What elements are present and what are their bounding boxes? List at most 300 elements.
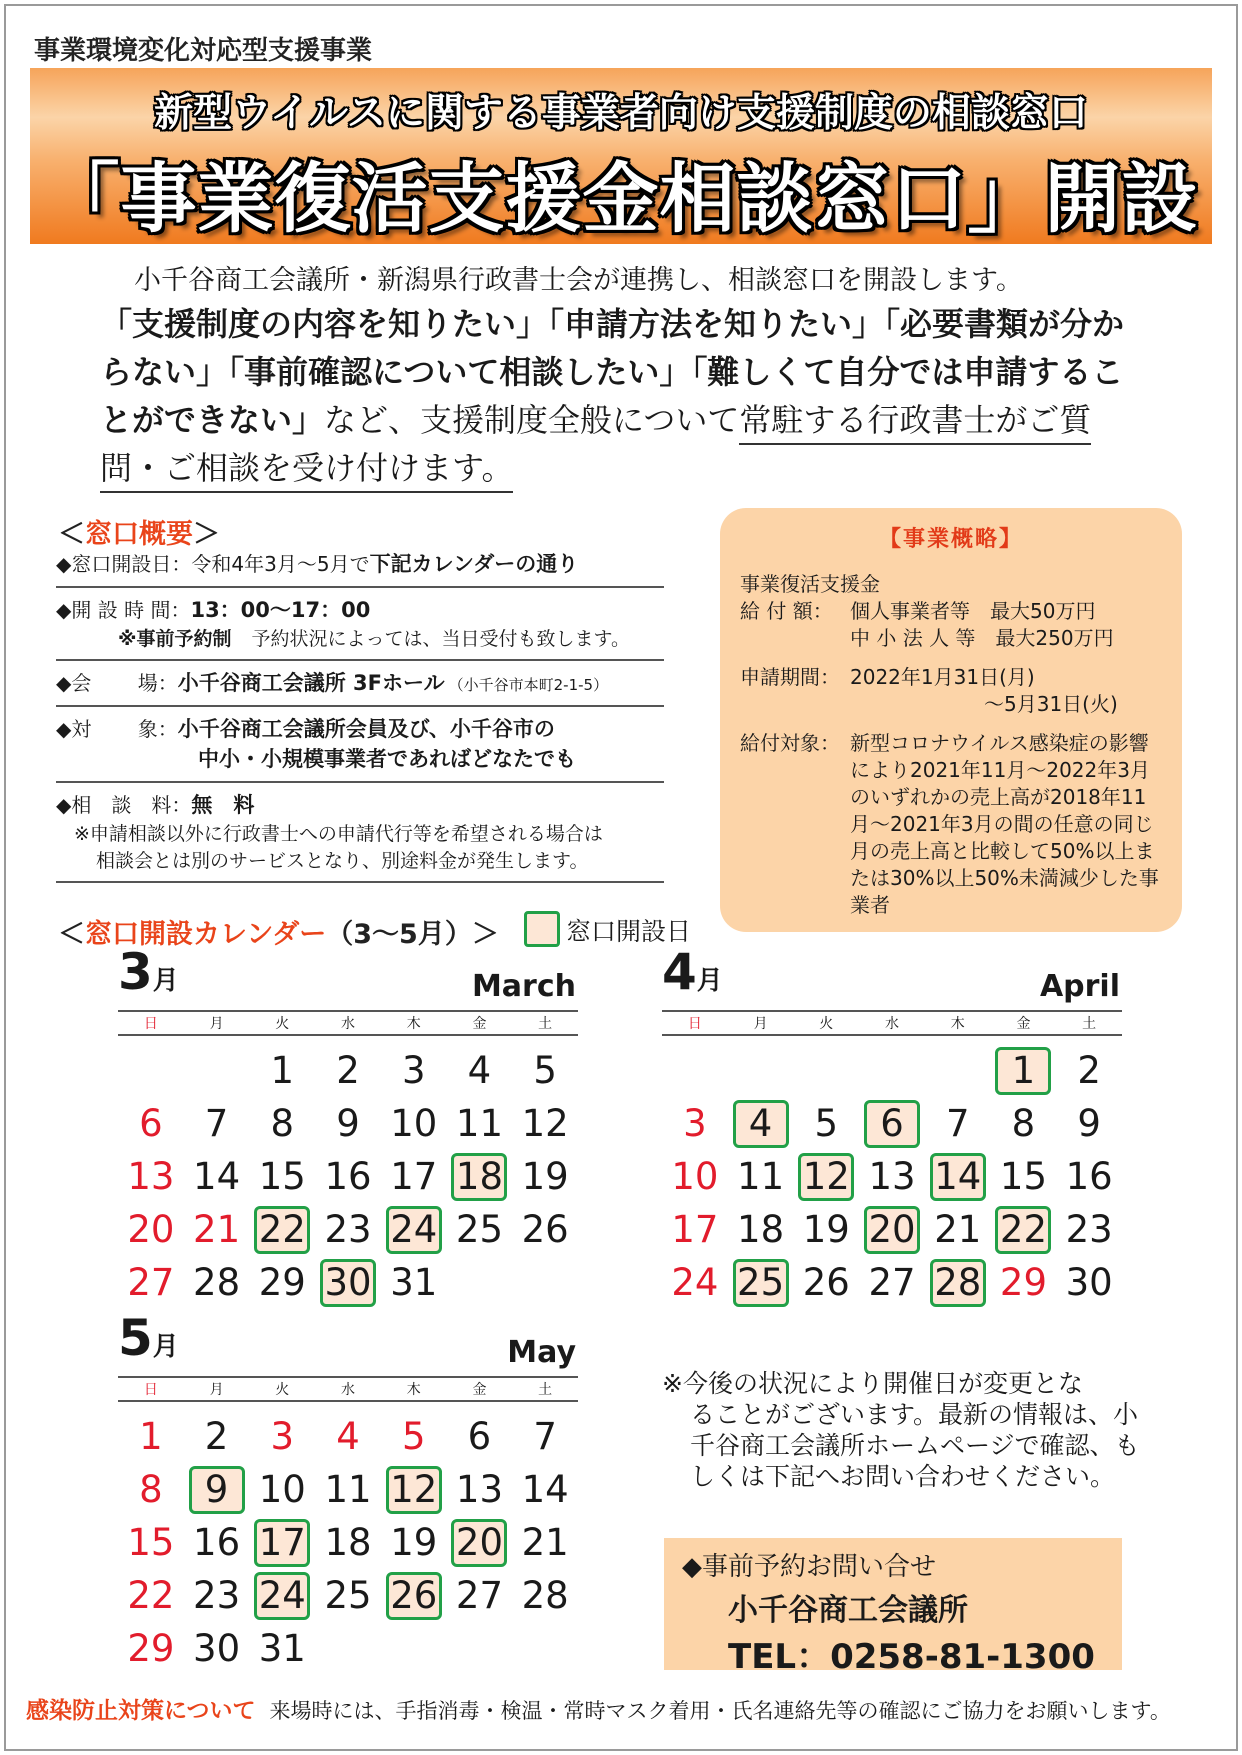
- weekday-label: 日: [143, 1382, 158, 1398]
- calendar-cell: [728, 1203, 794, 1256]
- calendar-day: 11: [324, 1468, 372, 1511]
- calendar-cell: [315, 1044, 381, 1097]
- calendar-cell: [118, 1203, 184, 1256]
- calendar-day: 27: [127, 1261, 175, 1304]
- calendar-day: 27: [868, 1261, 916, 1304]
- calendar-day: 29: [999, 1261, 1047, 1304]
- calendar-day: 17: [671, 1208, 719, 1251]
- calendar-cell: [184, 1150, 250, 1203]
- calendar-cell: [662, 1256, 728, 1309]
- overview-value-bold: 無 料: [191, 793, 255, 817]
- calendar-cell: [184, 1203, 250, 1256]
- calendar-cell: [1056, 1150, 1122, 1203]
- calendar-cell: [512, 1044, 578, 1097]
- calendar-cell: [447, 1150, 513, 1203]
- calendar-week: [662, 1256, 1122, 1309]
- calendar-day: 7: [945, 1102, 970, 1145]
- calendar-day: 1: [139, 1415, 163, 1458]
- calendar-cell: [991, 1044, 1057, 1097]
- overview-note: ※申請相談以外に行政書士への申請代行等を希望される場合は: [74, 823, 603, 845]
- overview-list: [56, 542, 664, 883]
- calendar-cell: [249, 1622, 315, 1675]
- calendar-cell: [249, 1569, 315, 1622]
- weekday-label: 金: [472, 1016, 487, 1032]
- weekday-label: 木: [406, 1382, 421, 1398]
- calendar-cell: [118, 1463, 184, 1516]
- calendar-cell: [662, 1150, 728, 1203]
- calendar-week: [662, 1203, 1122, 1256]
- weekday-label: 水: [341, 1016, 356, 1032]
- notice-text: [662, 1368, 1142, 1492]
- calendar-month-number: [118, 1309, 179, 1372]
- overview-title-close: ＞: [193, 519, 220, 550]
- summary-value: 新型コロナウイルス感染症の影響により2021年11月～2022年3月のいずれかの売上高が2018年11月～2021年3月の間の任意の同じ月の売上高と比較して50%以上または30%以上50%未満減少した事業者: [850, 731, 1159, 917]
- overview-row-dates: [56, 542, 664, 588]
- calendar-day: 26: [802, 1261, 850, 1304]
- calendar-cell: [184, 1044, 250, 1097]
- request-middle: など、支援制度全般について: [324, 401, 740, 439]
- calendar-cell: [512, 1150, 578, 1203]
- overview-label: ◆相 談 料：: [56, 793, 192, 817]
- calendar-cell: [381, 1256, 447, 1309]
- calendar-cell: [793, 1256, 859, 1309]
- calendar-cell: [793, 1203, 859, 1256]
- overview-label: ◆会 場：: [56, 671, 178, 695]
- notice-line-1: ※今後の状況により開催日が変更とな: [662, 1369, 1083, 1398]
- calendar-cell: [793, 1097, 859, 1150]
- weekday-label: 土: [1082, 1016, 1097, 1032]
- weekday-label: 月: [753, 1016, 768, 1032]
- calendar-day: 27: [455, 1574, 503, 1617]
- overview-note: 予約状況によっては、当日受付も致します。: [251, 628, 631, 650]
- calendar-cell: [991, 1203, 1057, 1256]
- calendar-cell: [859, 1256, 925, 1309]
- calendar-day-open: 20: [451, 1519, 507, 1567]
- calendar-day: 2: [336, 1049, 360, 1092]
- calendar-cell: [381, 1622, 447, 1675]
- overview-title-text: 窓口概要: [85, 519, 193, 550]
- calendar-cell: [184, 1516, 250, 1569]
- calendar-cell: [1056, 1044, 1122, 1097]
- calendar-week: [662, 1150, 1122, 1203]
- calendar-cell: [249, 1097, 315, 1150]
- month-english: April: [1039, 969, 1120, 1004]
- calendar-day: 13: [868, 1155, 916, 1198]
- weekday-label: 火: [275, 1016, 290, 1032]
- calendar-cell: [447, 1256, 513, 1309]
- calendar-cell: [793, 1044, 859, 1097]
- calendar-day: 12: [521, 1102, 569, 1145]
- summary-value: 個人事業者等 最大50万円: [850, 599, 1096, 623]
- banner-title: 「事業復活支援金相談窓口」開設: [43, 154, 1199, 243]
- month-english: May: [507, 1335, 576, 1370]
- calendar-day: 30: [1065, 1261, 1113, 1304]
- footer-title: 感染防止対策について: [26, 1698, 256, 1724]
- calendar-cell: [859, 1150, 925, 1203]
- calendar-cell: [118, 1410, 184, 1463]
- calendar-cell: [447, 1203, 513, 1256]
- calendar-day: 11: [455, 1102, 503, 1145]
- footer-text: 来場時には、手指消毒・検温・常時マスク着用・氏名連絡先等の確認にご協力をお願いします。: [269, 1699, 1171, 1723]
- calendar-cell: [184, 1410, 250, 1463]
- contact-label: ◆事前予約お問い合せ: [682, 1552, 936, 1582]
- calendar-cell: [925, 1256, 991, 1309]
- calendar-day: 31: [258, 1627, 306, 1670]
- program-name: 事業環境変化対応型支援事業: [34, 36, 373, 66]
- calendar-day: 11: [737, 1155, 785, 1198]
- calendar-cell: [315, 1622, 381, 1675]
- calendar-april: [662, 943, 1122, 1309]
- calendar-cell: [249, 1463, 315, 1516]
- calendar-day-open: 12: [798, 1153, 854, 1201]
- calendar-cell: [662, 1044, 728, 1097]
- calendar-cell: [793, 1150, 859, 1203]
- summary-target: [740, 730, 1162, 919]
- calendar-cell: [859, 1203, 925, 1256]
- calendar-day: 5: [814, 1102, 839, 1145]
- calendar-day: 23: [1065, 1208, 1113, 1251]
- calendar-day: 18: [324, 1521, 372, 1564]
- calendar-cell: [447, 1569, 513, 1622]
- overview-row-fee: [56, 783, 664, 883]
- requests-text: [100, 300, 1150, 492]
- calendar-day: 20: [127, 1208, 175, 1251]
- calendar-header: [662, 943, 1122, 1006]
- calendar-cell: [381, 1516, 447, 1569]
- calendar-cell: [512, 1516, 578, 1569]
- weekday-label: 火: [819, 1016, 834, 1032]
- calendar-week: [118, 1622, 578, 1675]
- overview-value-bold: 小千谷商工会議所会員及び、小千谷市の: [177, 717, 555, 741]
- calendar-cell: [728, 1150, 794, 1203]
- calendar-day: 30: [193, 1627, 241, 1670]
- footer: [26, 1692, 1171, 1725]
- month-unit: 月: [152, 1332, 179, 1362]
- weekday-header: [118, 1376, 578, 1402]
- calendar-cell: [662, 1097, 728, 1150]
- calendar-cell: [315, 1150, 381, 1203]
- calendar-cell: [184, 1569, 250, 1622]
- calendar-cell: [381, 1410, 447, 1463]
- overview-value-bold: 下記カレンダーの通り: [369, 552, 579, 576]
- weekday-label: 木: [406, 1016, 421, 1032]
- calendar-cell: [381, 1150, 447, 1203]
- calendar-day: 16: [324, 1155, 372, 1198]
- calendar-cell: [728, 1097, 794, 1150]
- calendar-day: 21: [193, 1208, 241, 1251]
- overview-value-bold: 小千谷商工会議所 3Fホール: [177, 671, 445, 695]
- calendar-cell: [512, 1463, 578, 1516]
- request-quotes: 「支援制度の内容を知りたい」「申請方法を知りたい」「必要書類が分からない」「事前確認について相談したい」「難しくて自分では申請することができない」: [100, 305, 1125, 439]
- banner-subtitle: 新型ウイルスに関する事業者向け支援制度の相談窓口: [154, 91, 1088, 136]
- overview-label: ◆対 象：: [56, 717, 178, 741]
- calendar-cell: [925, 1150, 991, 1203]
- calendar-day: 23: [193, 1574, 241, 1617]
- overview-note-bold: ※事前予約制: [118, 628, 232, 650]
- calendar-day: 17: [390, 1155, 438, 1198]
- calendar-day-open: 28: [930, 1259, 986, 1307]
- summary-key: 申請期間：: [740, 665, 840, 689]
- weekday-header: [662, 1010, 1122, 1036]
- calendar-week: [118, 1410, 578, 1463]
- calendar-day: 13: [455, 1468, 503, 1511]
- calendar-cell: [728, 1044, 794, 1097]
- calendar-day-open: 14: [930, 1153, 986, 1201]
- calendar-day-open: 1: [995, 1047, 1051, 1095]
- calendar-day: 21: [934, 1208, 982, 1251]
- calendar-week: [662, 1097, 1122, 1150]
- calendar-cell: [315, 1516, 381, 1569]
- calendar-cell: [512, 1256, 578, 1309]
- weekday-label: 金: [472, 1382, 487, 1398]
- calendar-cell: [512, 1203, 578, 1256]
- calendar-cell: [447, 1097, 513, 1150]
- calendar-cell: [1056, 1203, 1122, 1256]
- calendar-cell: [118, 1516, 184, 1569]
- calendar-cell: [118, 1256, 184, 1309]
- title-banner: [30, 68, 1212, 244]
- calendar-cell: [184, 1256, 250, 1309]
- calendar-cell: [315, 1203, 381, 1256]
- calendar-day: 2: [1077, 1049, 1101, 1092]
- calendar-day: 3: [270, 1415, 295, 1458]
- calendar-cell: [118, 1569, 184, 1622]
- calendar-day: 5: [401, 1415, 426, 1458]
- calendar-cell: [315, 1097, 381, 1150]
- overview-row-venue: [56, 661, 664, 707]
- legend-open-swatch: [524, 911, 560, 947]
- calendar-cell: [118, 1150, 184, 1203]
- calendar-day: 8: [139, 1468, 163, 1511]
- overview-row-hours: [56, 588, 664, 661]
- calendar-week: [118, 1256, 578, 1309]
- month-unit: 月: [152, 966, 179, 996]
- calendar-day: 4: [467, 1049, 492, 1092]
- calendar-day: 7: [204, 1102, 229, 1145]
- calendar-day: 5: [533, 1049, 557, 1092]
- overview-label: ◆窓口開設日：: [56, 552, 192, 576]
- summary-key: 給 付 額：: [740, 599, 833, 623]
- overview-label: ◆開 設 時 間：: [56, 598, 191, 622]
- calendar-cell: [447, 1410, 513, 1463]
- weekday-label: 月: [209, 1016, 224, 1032]
- calendar-month-number: [662, 943, 723, 1006]
- calendar-day-open: 6: [864, 1100, 920, 1148]
- notice-rest: ることがございます。最新の情報は、小千谷商工会議所ホームページで確認、もしくは下記へお問い合わせください。: [690, 1400, 1140, 1491]
- calendar-week: [662, 1044, 1122, 1097]
- calendar-cell: [315, 1569, 381, 1622]
- month-english: March: [471, 969, 576, 1004]
- overview-note-2: 相談会とは別のサービスとなり、別途料金が発生します。: [96, 850, 589, 872]
- calendar-day: 15: [999, 1155, 1047, 1198]
- calendar-cell: [728, 1256, 794, 1309]
- calendar-day: 15: [258, 1155, 306, 1198]
- calendar-day: 2: [204, 1415, 229, 1458]
- calendar-day: 16: [193, 1521, 241, 1564]
- weekday-label: 火: [275, 1382, 290, 1398]
- weekday-label: 日: [143, 1016, 158, 1032]
- overview-value-bold: 13：00～17：00: [190, 598, 371, 622]
- calendar-cell: [447, 1516, 513, 1569]
- calendar-cell: [512, 1097, 578, 1150]
- month-number: 4: [662, 943, 697, 1001]
- summary-title: 【事業概略】: [878, 527, 1023, 552]
- calendar-week: [118, 1569, 578, 1622]
- overview-row-target: [56, 707, 664, 783]
- calendar-day: 15: [127, 1521, 175, 1564]
- calendar-day: 7: [533, 1415, 557, 1458]
- calendar-cell: [991, 1097, 1057, 1150]
- calendar-header: [118, 1309, 578, 1372]
- calendar-day: 13: [127, 1155, 175, 1198]
- weekday-header: [118, 1010, 578, 1036]
- calendar-day: 21: [521, 1521, 569, 1564]
- calendar-cell: [512, 1622, 578, 1675]
- calendar-cell: [447, 1463, 513, 1516]
- calendar-cell: [381, 1097, 447, 1150]
- calendar-cell: [512, 1569, 578, 1622]
- calendar-cell: [381, 1203, 447, 1256]
- calendar-day: 22: [127, 1574, 175, 1617]
- intro-text: 小千谷商工会議所・新潟県行政書士会が連携し、相談窓口を開設します。: [134, 265, 1023, 296]
- summary-value: 2022年1月31日(月): [850, 665, 1035, 689]
- calendar-day: 8: [1011, 1102, 1036, 1145]
- calendar-day-open: 20: [864, 1206, 920, 1254]
- calendar-day: 25: [324, 1574, 372, 1617]
- summary-period: [740, 664, 1162, 718]
- summary-value: ～5月31日(火): [984, 692, 1118, 716]
- calendar-day: 9: [1077, 1102, 1101, 1145]
- calendar-cell: [249, 1203, 315, 1256]
- summary-value: 中 小 法 人 等 最大250万円: [850, 626, 1114, 650]
- calendar-month-number: [118, 943, 179, 1006]
- calendar-day-open: 24: [254, 1572, 310, 1620]
- calendar-day-open: 18: [451, 1153, 507, 1201]
- calendar-day: 6: [139, 1102, 163, 1145]
- calendar-cell: [662, 1203, 728, 1256]
- calendar-day: 25: [455, 1208, 503, 1251]
- calendar-cell: [249, 1044, 315, 1097]
- calendar-day: 8: [270, 1102, 295, 1145]
- weekday-label: 金: [1016, 1016, 1031, 1032]
- calendar-day: 6: [467, 1415, 492, 1458]
- calendar-day: 26: [521, 1208, 569, 1251]
- overview-value-bold-2: 中小・小規模事業者であればどなたでも: [198, 747, 576, 771]
- calendar-cell: [184, 1097, 250, 1150]
- summary-box: [720, 508, 1182, 932]
- weekday-label: 月: [209, 1382, 224, 1398]
- calendar-day: 31: [390, 1261, 438, 1304]
- summary-key: 給付対象：: [740, 731, 840, 755]
- overview-address: （小千谷市本町2-1-5）: [448, 676, 609, 694]
- calendar-week: [118, 1463, 578, 1516]
- calendar-cell: [991, 1150, 1057, 1203]
- calendar-day: 19: [390, 1521, 438, 1564]
- calendar-week: [118, 1516, 578, 1569]
- contact-phone: TEL：0258-81-1300: [728, 1637, 1095, 1677]
- summary-name: 事業復活支援金: [740, 572, 880, 596]
- weekday-label: 日: [687, 1016, 702, 1032]
- overview-title-open: ＜: [58, 519, 85, 550]
- calendar-day: 28: [521, 1574, 569, 1617]
- calendar-cell: [184, 1463, 250, 1516]
- calendar-cell: [118, 1622, 184, 1675]
- month-unit: 月: [696, 966, 723, 996]
- calendar-day: 14: [521, 1468, 569, 1511]
- calendar-title-range: （3～5月）＞: [326, 919, 499, 950]
- calendar-cell: [118, 1097, 184, 1150]
- calendar-day: 24: [671, 1261, 719, 1304]
- calendar-march: [118, 943, 578, 1309]
- calendar-cell: [381, 1569, 447, 1622]
- calendar-day-open: 22: [254, 1206, 310, 1254]
- calendar-day: 16: [1065, 1155, 1113, 1198]
- calendar-cell: [925, 1097, 991, 1150]
- calendar-day-open: 26: [386, 1572, 442, 1620]
- calendar-cell: [1056, 1256, 1122, 1309]
- calendar-day: 10: [390, 1102, 438, 1145]
- calendar-header: [118, 943, 578, 1006]
- calendar-day-open: 17: [254, 1519, 310, 1567]
- calendar-cell: [249, 1150, 315, 1203]
- calendar-day-open: 30: [320, 1259, 376, 1307]
- contact-box: [664, 1538, 1122, 1677]
- calendar-may: [118, 1309, 578, 1675]
- calendar-cell: [925, 1044, 991, 1097]
- calendar-day: 29: [258, 1261, 306, 1304]
- calendar-day: 19: [802, 1208, 850, 1251]
- calendar-day: 23: [324, 1208, 372, 1251]
- calendar-cell: [184, 1622, 250, 1675]
- calendar-week: [118, 1097, 578, 1150]
- calendar-week: [118, 1150, 578, 1203]
- calendar-title-open: ＜: [58, 919, 85, 950]
- calendar-day-open: 24: [386, 1206, 442, 1254]
- calendar-day: 10: [671, 1155, 719, 1198]
- calendar-week: [118, 1044, 578, 1097]
- summary-grant: [740, 598, 1162, 652]
- calendar-cell: [447, 1622, 513, 1675]
- legend-label: 窓口開設日: [566, 917, 692, 946]
- calendar-cell: [512, 1410, 578, 1463]
- weekday-label: 木: [950, 1016, 965, 1032]
- calendar-cell: [315, 1256, 381, 1309]
- calendar-week: [118, 1203, 578, 1256]
- calendar-cell: [249, 1410, 315, 1463]
- month-number: 3: [118, 943, 153, 1001]
- weekday-label: 土: [538, 1016, 553, 1032]
- calendar-day: 3: [683, 1102, 707, 1145]
- calendar-day: 10: [258, 1468, 306, 1511]
- overview-value: 令和4年3月～5月で: [191, 552, 370, 576]
- calendar-cell: [315, 1410, 381, 1463]
- calendar-day: 28: [193, 1261, 241, 1304]
- calendar-day-open: 12: [386, 1466, 442, 1514]
- calendar-day-open: 4: [733, 1100, 789, 1148]
- calendar-cell: [1056, 1097, 1122, 1150]
- calendar-cell: [991, 1256, 1057, 1309]
- calendar-cell: [249, 1516, 315, 1569]
- calendar-cell: [859, 1044, 925, 1097]
- calendar-cell: [118, 1044, 184, 1097]
- calendar-day: 4: [336, 1415, 360, 1458]
- calendar-cell: [381, 1044, 447, 1097]
- weekday-label: 土: [538, 1382, 553, 1398]
- calendar-day-open: 9: [189, 1466, 245, 1514]
- weekday-label: 水: [341, 1382, 356, 1398]
- calendar-cell: [859, 1097, 925, 1150]
- calendar-day-open: 25: [733, 1259, 789, 1307]
